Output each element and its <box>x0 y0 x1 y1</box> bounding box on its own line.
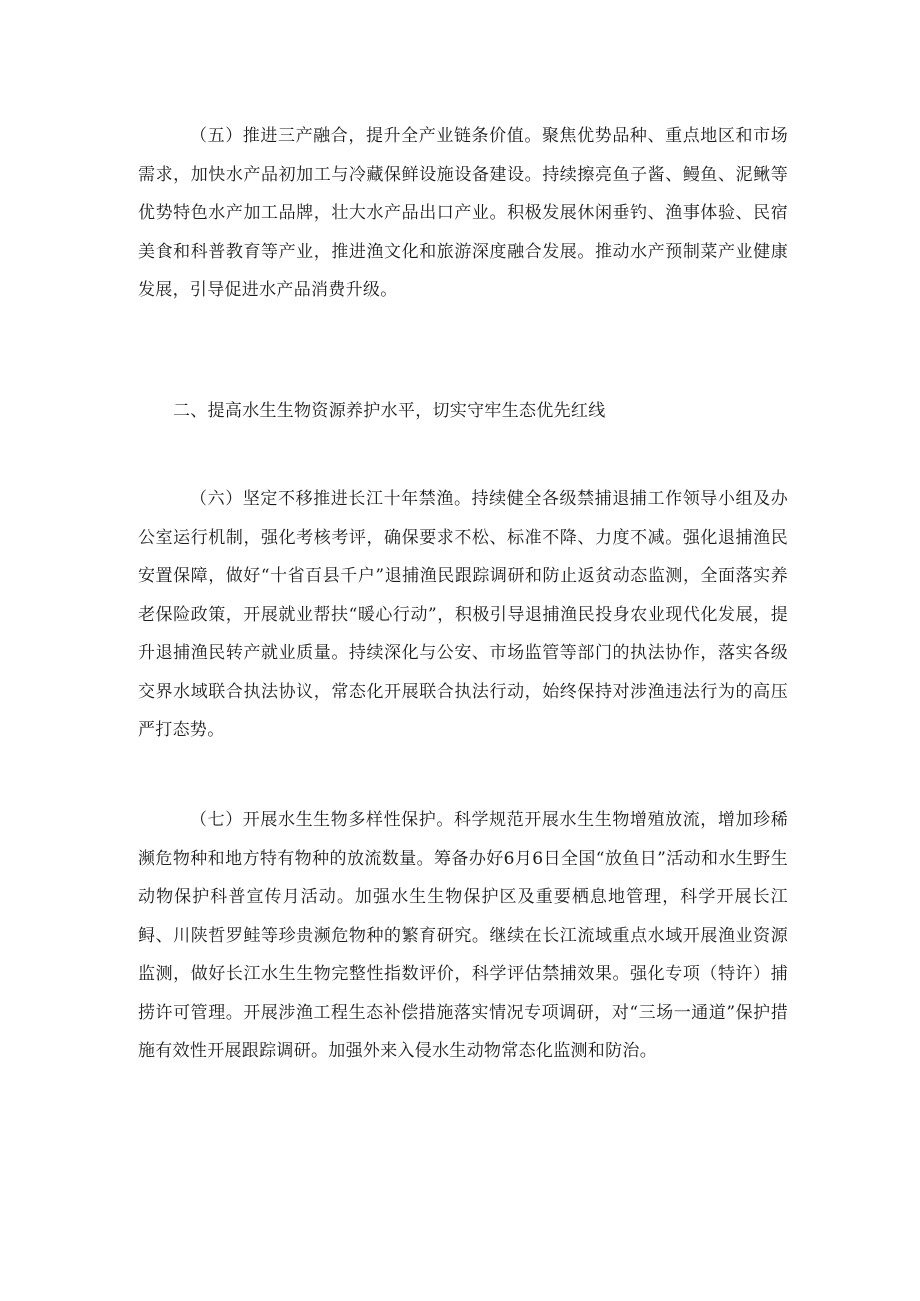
paragraph-5: （五）推进三产融合，提升全产业链条价值。聚焦优势品种、重点地区和市场需求，加快水产品初加工与冷藏保鲜设施设备建设。持续擦亮鱼子酱、鳗鱼、泥鳅等优势特色水产加工品牌，壮大水产品出口产业。积极发展休闲垂钓、渔事体验、民宿美食和科普教育等产业，推进渔文化和旅游深度融合发展。推动水产预制菜产业健康发展，引导促进水产品消费升级。 <box>138 126 788 300</box>
paragraph-6: （六）坚定不移推进长江十年禁渔。持续健全各级禁捕退捕工作领导小组及办公室运行机制，强化考核考评，确保要求不松、标准不降、力度不减。强化退捕渔民安置保障，做好“十省百县千户”退捕渔民跟踪调研和防止返贫动态监测，全面落实养老保险政策，开展就业帮扶“暖心行动”，积极引导退捕渔民投身农业现代化发展，提升退捕渔民转产就业质量。持续深化与公安、市场监管等部门的执法协作，落实各级交界水域联合执法协议，常态化开展联合执法行动，始终保持对涉渔违法行为的高压严打态势。 <box>138 489 788 740</box>
section-heading: 二、提高水生生物资源养护水平，切实守牢生态优先红线 <box>173 401 606 421</box>
paragraph-7: （七）开展水生生物多样性保护。科学规范开展水生生物增殖放流，增加珍稀濒危物种和地方特有物种的放流数量。筹备办好6月6日全国“放鱼日”活动和水生野生动物保护科普宣传月活动。加强水生生物保护区及重要栖息地管理，科学开展长江鲟、川陕哲罗鲑等珍贵濒危物种的繁育研究。继续在长江流域重点水域开展渔业资源监测，做好长江水生生物完整性指数评价，科学评估禁捕效果。强化专项（特许）捕捞许可管理。开展涉渔工程生态补偿措施落实情况专项调研，对“三场一通道”保护措施有效性开展跟踪调研。加强外来入侵水生动物常态化监测和防治。 <box>138 810 788 1061</box>
